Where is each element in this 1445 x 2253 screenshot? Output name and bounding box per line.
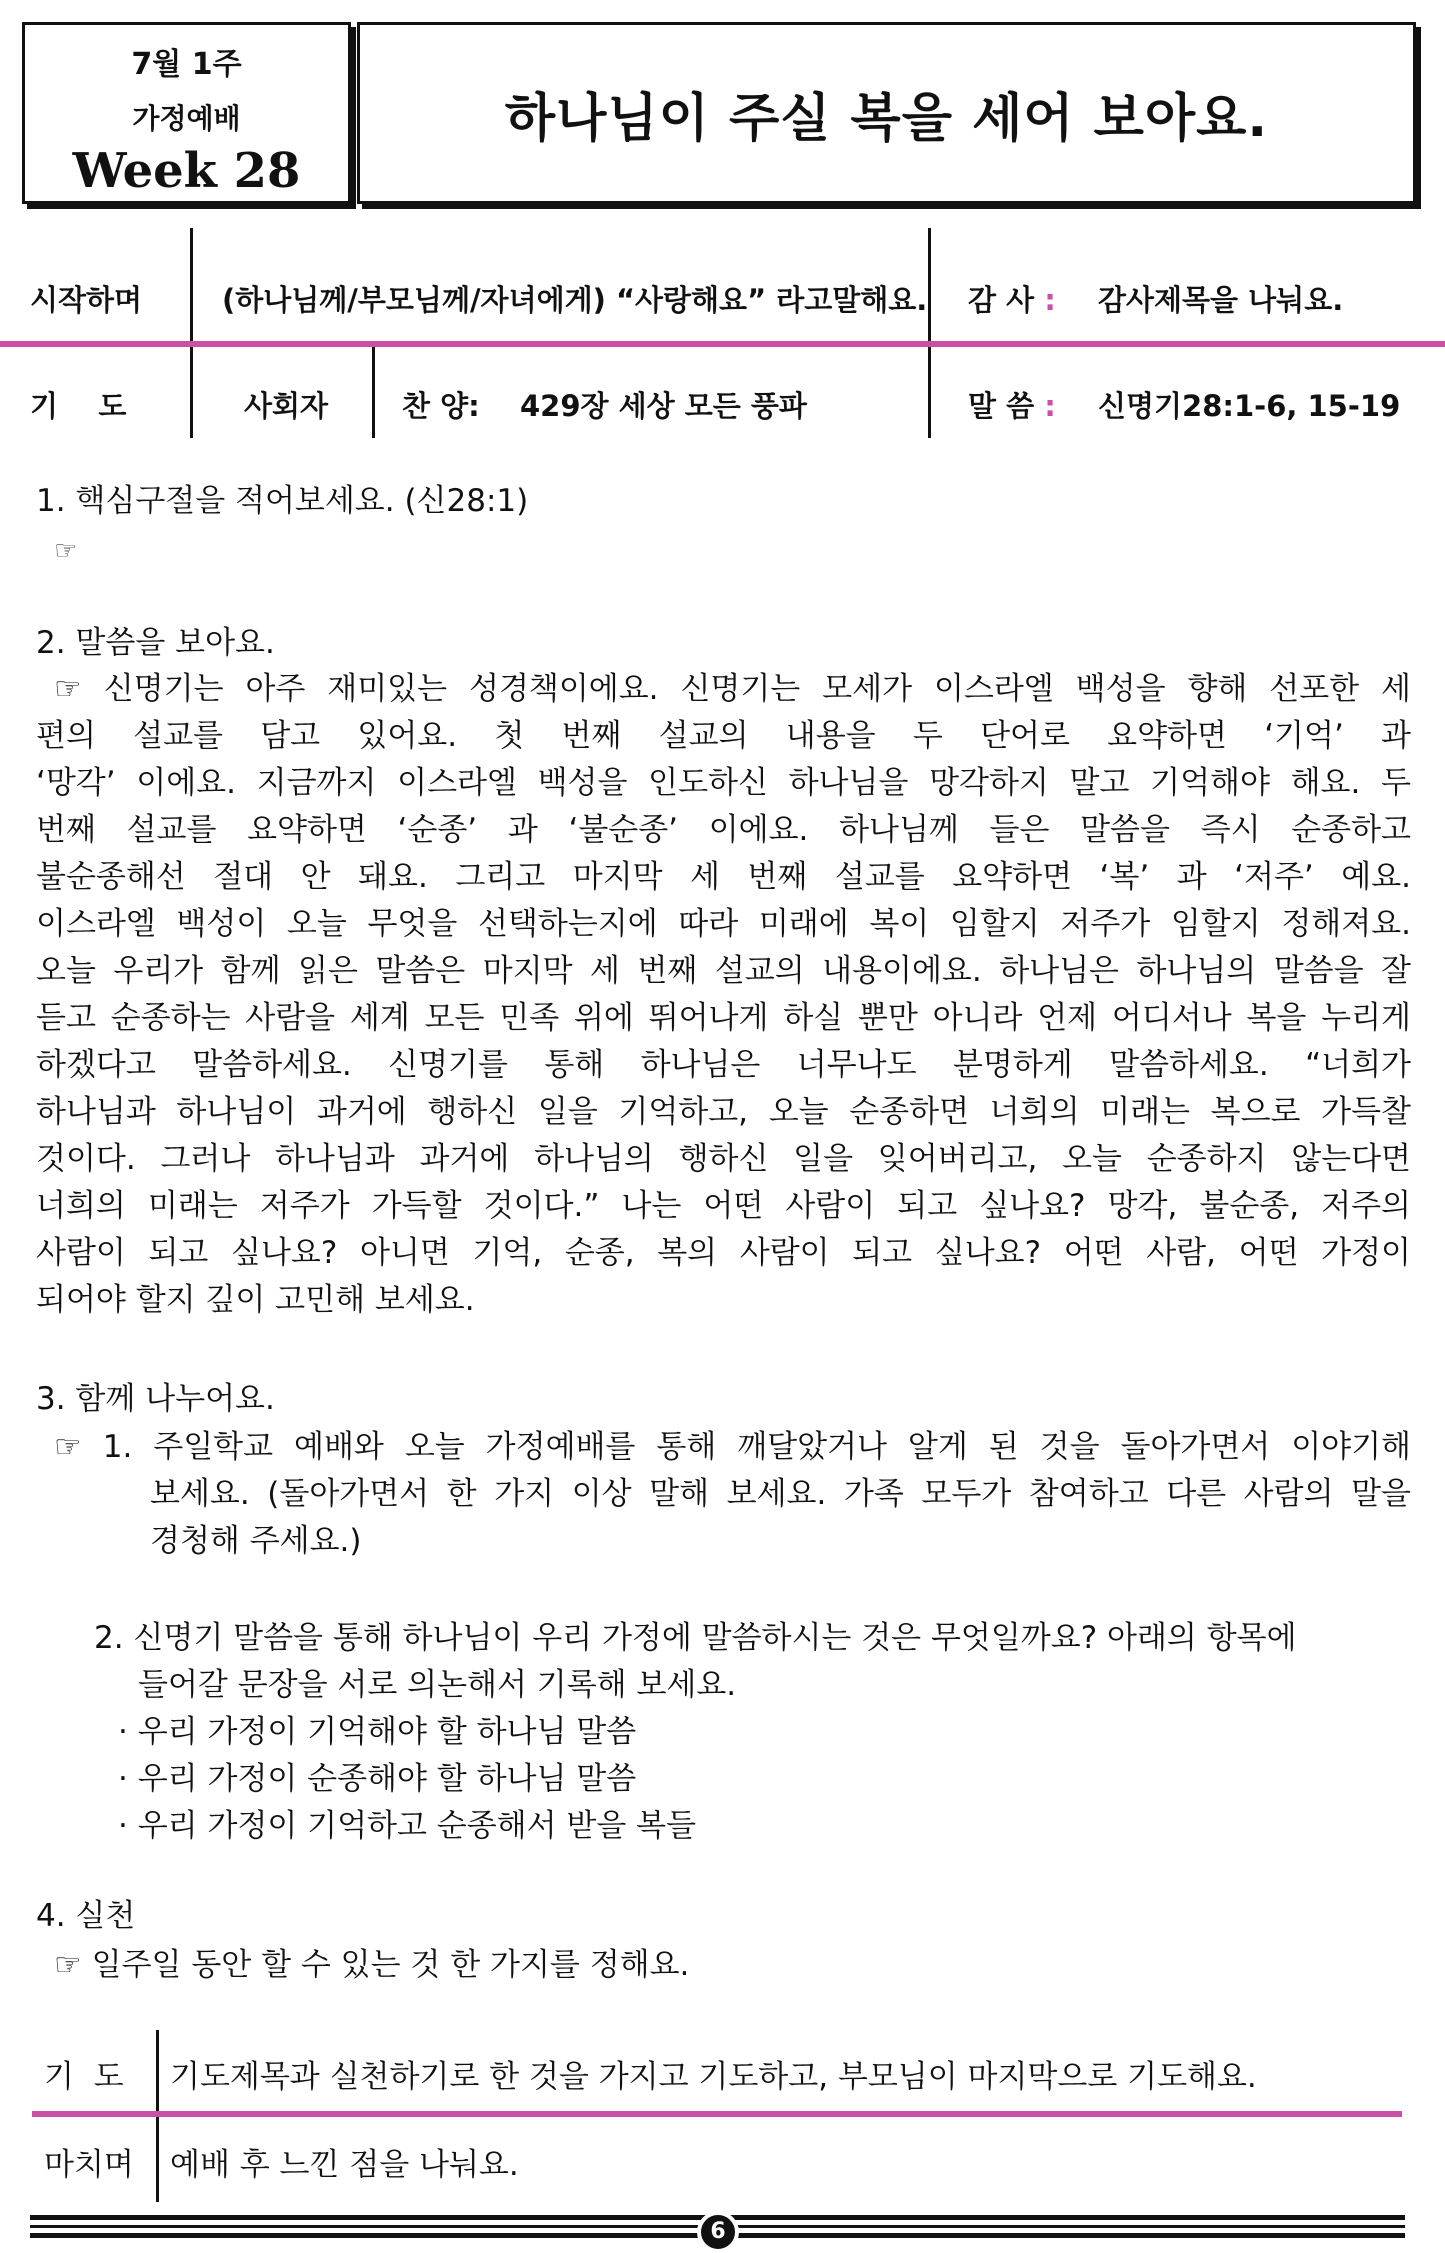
closing-separator	[32, 2111, 1402, 2117]
section2-line: 하겠다고 말씀하세요. 신명기를 통해 하나님은 너무나도 분명하게 말씀하세요. “너희가	[36, 1047, 1411, 1083]
section2-title: 2. 말씀을 보아요.	[36, 625, 275, 661]
section4-title: 4. 실천	[36, 1898, 136, 1934]
bullet-item: · 우리 가정이 순종해야 할 하나님 말씀	[118, 1761, 637, 1797]
section2-line: 되어야 할지 깊이 고민해 보세요.	[36, 1282, 475, 1318]
word-colon: :	[1044, 389, 1056, 423]
table-divider	[190, 228, 193, 438]
thanks-label: 감 사	[968, 283, 1035, 317]
bullet-item: · 우리 가정이 기억해야 할 하나님 말씀	[118, 1714, 637, 1750]
section3-item2-line: 2. 신명기 말씀을 통해 하나님이 우리 가정에 말씀하시는 것은 무엇일까요? 아래의 항목에	[94, 1620, 1297, 1656]
week-box	[22, 22, 351, 204]
word-text: 신명기28:1-6, 15-19	[1098, 389, 1401, 423]
section2-line: 불순종해선 절대 안 돼요. 그리고 마지막 세 번째 설교를 요약하면 ‘복’ 과 ‘저주’ 예요.	[36, 859, 1411, 895]
thanks-text: 감사제목을 나눠요.	[1098, 283, 1344, 317]
week-category: 가정예배	[132, 102, 241, 135]
word-label: 말 씀	[968, 389, 1035, 423]
thanks-colon: :	[1044, 283, 1056, 317]
table-divider	[928, 228, 931, 438]
section3-item1-line: 보세요. (돌아가면서 한 가지 이상 말해 보세요. 가족 모두가 참여하고 다른 사람의 말을	[150, 1476, 1411, 1512]
title-box	[357, 22, 1416, 204]
section3-item1-line: ☞ 1. 주일학교 예배와 오늘 가정예배를 통해 깨달았거나 알게 된 것을 돌아가면서 이야기해	[54, 1429, 1411, 1465]
section2-line: 너희의 미래는 저주가 가득할 것이다.” 나는 어떤 사람이 되고 싶나요? 망각, 불순종, 저주의	[36, 1188, 1411, 1224]
start-text: (하나님께/부모님께/자녀에게) “사랑해요” 라고말해요.	[222, 283, 928, 317]
start-label: 시작하며	[30, 283, 143, 317]
section3-item1-line: 경청해 주세요.)	[150, 1523, 362, 1559]
table-divider	[372, 345, 375, 438]
closing-prayer-text: 기도제목과 실천하기로 한 것을 가지고 기도하고, 부모님이 마지막으로 기도해요.	[170, 2059, 1257, 2095]
section2-line: 번째 설교를 요약하면 ‘순종’ 과 ‘불순종’ 이에요. 하나님께 들은 말씀을 즉시 순종하고	[36, 812, 1411, 848]
section2-line: 하나님과 하나님이 과거에 행하신 일을 기억하고, 오늘 순종하면 너희의 미래는 복으로 가득찰	[36, 1094, 1411, 1130]
bullet-item: · 우리 가정이 기억하고 순종해서 받을 복들	[118, 1808, 697, 1844]
week-number: Week 28	[72, 143, 301, 199]
section2-line: ☞ 신명기는 아주 재미있는 성경책이에요. 신명기는 모세가 이스라엘 백성을 향해 선포한 세	[54, 671, 1411, 707]
hymn-label: 찬 양:	[402, 389, 480, 423]
page-number: 6	[697, 2211, 739, 2253]
leader-label: 사회자	[244, 389, 329, 423]
section2-line: ‘망각’ 이에요. 지금까지 이스라엘 백성을 인도하신 하나님을 망각하지 말고 기억해야 해요. 두	[36, 765, 1411, 801]
closing-end-label: 마치며	[44, 2147, 134, 2183]
word-label-group	[968, 384, 1056, 425]
section2-line: 것이다. 그러나 하나님과 과거에 하나님의 행하신 일을 잊어버리고, 오늘 순종하지 않는다면	[36, 1141, 1411, 1177]
week-date: 7월 1주	[131, 47, 242, 82]
section2-line: 듣고 순종하는 사람을 세계 모든 민족 위에 뛰어나게 하실 뿐만 아니라 언제 어디서나 복을 누리게	[36, 1000, 1411, 1036]
hymn-text: 429장 세상 모든 풍파	[520, 389, 807, 423]
closing-end-text: 예배 후 느낀 점을 나눠요.	[170, 2147, 519, 2183]
section2-line: 편의 설교를 담고 있어요. 첫 번째 설교의 내용을 두 단어로 요약하면 ‘기억’ 과	[36, 718, 1411, 754]
pointing-hand-icon: ☞	[54, 536, 78, 566]
section2-body	[36, 666, 1411, 1324]
section3-title: 3. 함께 나누어요.	[36, 1381, 275, 1417]
section1-title: 1. 핵심구절을 적어보세요. (신28:1)	[36, 483, 529, 519]
section4-text: ☞ 일주일 동안 할 수 있는 것 한 가지를 정해요.	[54, 1947, 690, 1983]
section3-item2-line: 들어갈 문장을 서로 의논해서 기록해 보세요.	[138, 1667, 737, 1703]
thanks-label-group	[968, 278, 1056, 319]
section2-line: 오늘 우리가 함께 읽은 말씀은 마지막 세 번째 설교의 내용이에요. 하나님은 하나님의 말씀을 잘	[36, 953, 1411, 989]
section2-line: 사람이 되고 싶나요? 아니면 기억, 순종, 복의 사람이 되고 싶나요? 어떤 사람, 어떤 가정이	[36, 1235, 1411, 1271]
section2-line: 이스라엘 백성이 오늘 무엇을 선택하는지에 따라 미래에 복이 임할지 저주가 임할지 정해져요.	[36, 906, 1411, 942]
closing-prayer-label: 기 도	[44, 2059, 124, 2095]
section3-item1	[54, 1424, 1411, 1565]
table-separator	[0, 341, 1445, 347]
prayer-label: 기 도	[30, 389, 127, 423]
page-title: 하나님이 주실 복을 세어 보아요.	[504, 88, 1269, 149]
